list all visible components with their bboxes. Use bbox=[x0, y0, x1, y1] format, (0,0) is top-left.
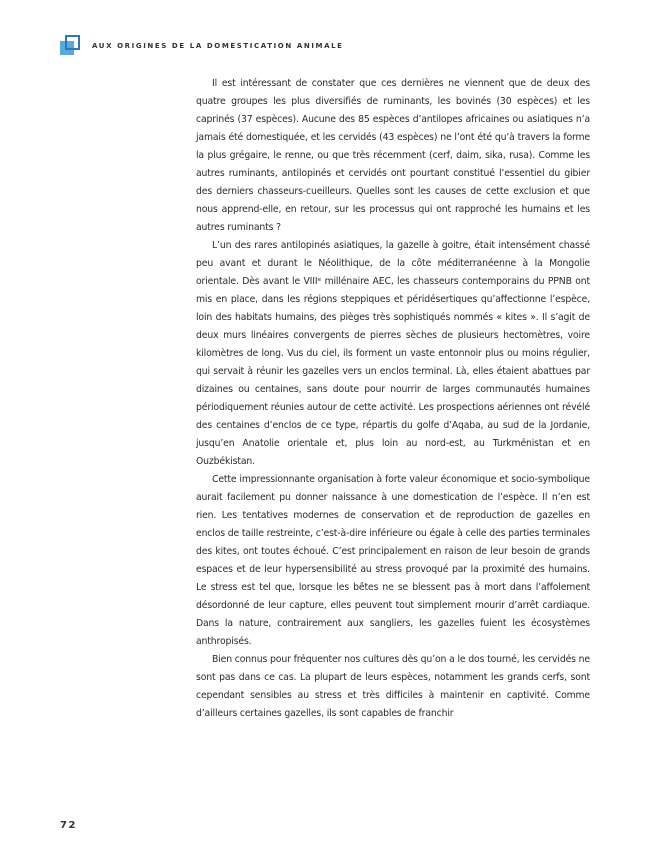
running-head bbox=[60, 34, 344, 58]
paragraph: Bien connus pour fréquenter nos cultures dès qu’on a le dos tourné, les cervidés ne sont pas dans ce cas. La plupart de leurs espèces, notamment les grands cerfs, sont cependant sensibles au stress et très difficiles à maintenir en captivité. Comme d’ailleurs certaines gazelles, ils sont capables de franchir bbox=[196, 654, 590, 719]
publisher-logo-icon bbox=[60, 35, 82, 57]
paragraph: Il est intéressant de constater que ces dernières ne viennent que de deux des quatre groupes les plus diversifiés de ruminants, les bovinés (30 espèces) et les caprinés (37 espèces). Aucune des 85 espèces d’antilopes africaines ou asiatiques n’a jamais été domestiquée, et les cervidés (43 espèces) ne l’ont été qu’à travers la forme la plus grégaire, le renne, ou que très récemment (cerf, daim, sika, rusa). Comme les autres ruminants, antilopinés et cervidés ont pourtant constitué l’essentiel du gibier des derniers chasseurs-cueilleurs. Quelles sont les causes de cette exclusion et que nous apprend-elle, en retour, sur les processus qui ont rapproché les humains et les autres ruminants ? bbox=[196, 78, 590, 233]
running-title: AUX ORIGINES DE LA DOMESTICATION ANIMALE bbox=[92, 42, 344, 50]
logo-square-front bbox=[65, 35, 80, 50]
paragraph: Cette impressionnante organisation à forte valeur économique et socio-symbolique aurait facilement pu donner naissance à une domestication de l’espèce. Il n’en est rien. Les tentatives modernes de conservation et de reproduction de gazelles en enclos de taille restreinte, c’est-à-dire inférieure ou égale à celle des parties terminales des kites, ont toutes échoué. C’est principalement en raison de leur besoin de grands espaces et de leur hypersensibilité au stress provoqué par la proximité des humains. Le stress est tel que, lorsque les bêtes ne se blessent pas à mort dans l’affolement désordonné de leur capture, elles peuvent tout simplement mourir d’arrêt cardiaque. Dans la nature, contrairement aux sangliers, les gazelles fuient les écosystèmes anthropisés. bbox=[196, 474, 590, 647]
paragraph: L’un des rares antilopinés asiatiques, la gazelle à goitre, était intensément chassé peu avant et durant le Néolithique, de la côte méditerranéenne à la Mongolie orientale. Dès avant le VIIIᵉ millénaire AEC, les chasseurs contemporains du PPNB ont mis en place, dans les régions steppiques et péridésertiques qu’affectionne l’espèce, loin des habitats humains, des pièges très sophistiqués nommés « kites ». Il s’agit de deux murs linéaires convergents de pierres sèches de plusieurs hectomètres, voire kilomètres de long. Vus du ciel, ils forment un vaste entonnoir plus ou moins régulier, qui servait à réunir les gazelles vers un enclos terminal. Là, elles étaient abattues par dizaines ou centaines, sans doute pour nourrir de larges communautés humaines périodiquement réunies autour de cette activité. Les prospections aériennes ont révélé des centaines d’enclos de ce type, répartis du golfe d’Aqaba, au sud de la Jordanie, jusqu’en Anatolie orientale et, plus loin au nord-est, au Turkménistan et en Ouzbékistan. bbox=[196, 240, 590, 467]
body-text bbox=[196, 75, 590, 723]
page-number: 72 bbox=[60, 820, 77, 831]
